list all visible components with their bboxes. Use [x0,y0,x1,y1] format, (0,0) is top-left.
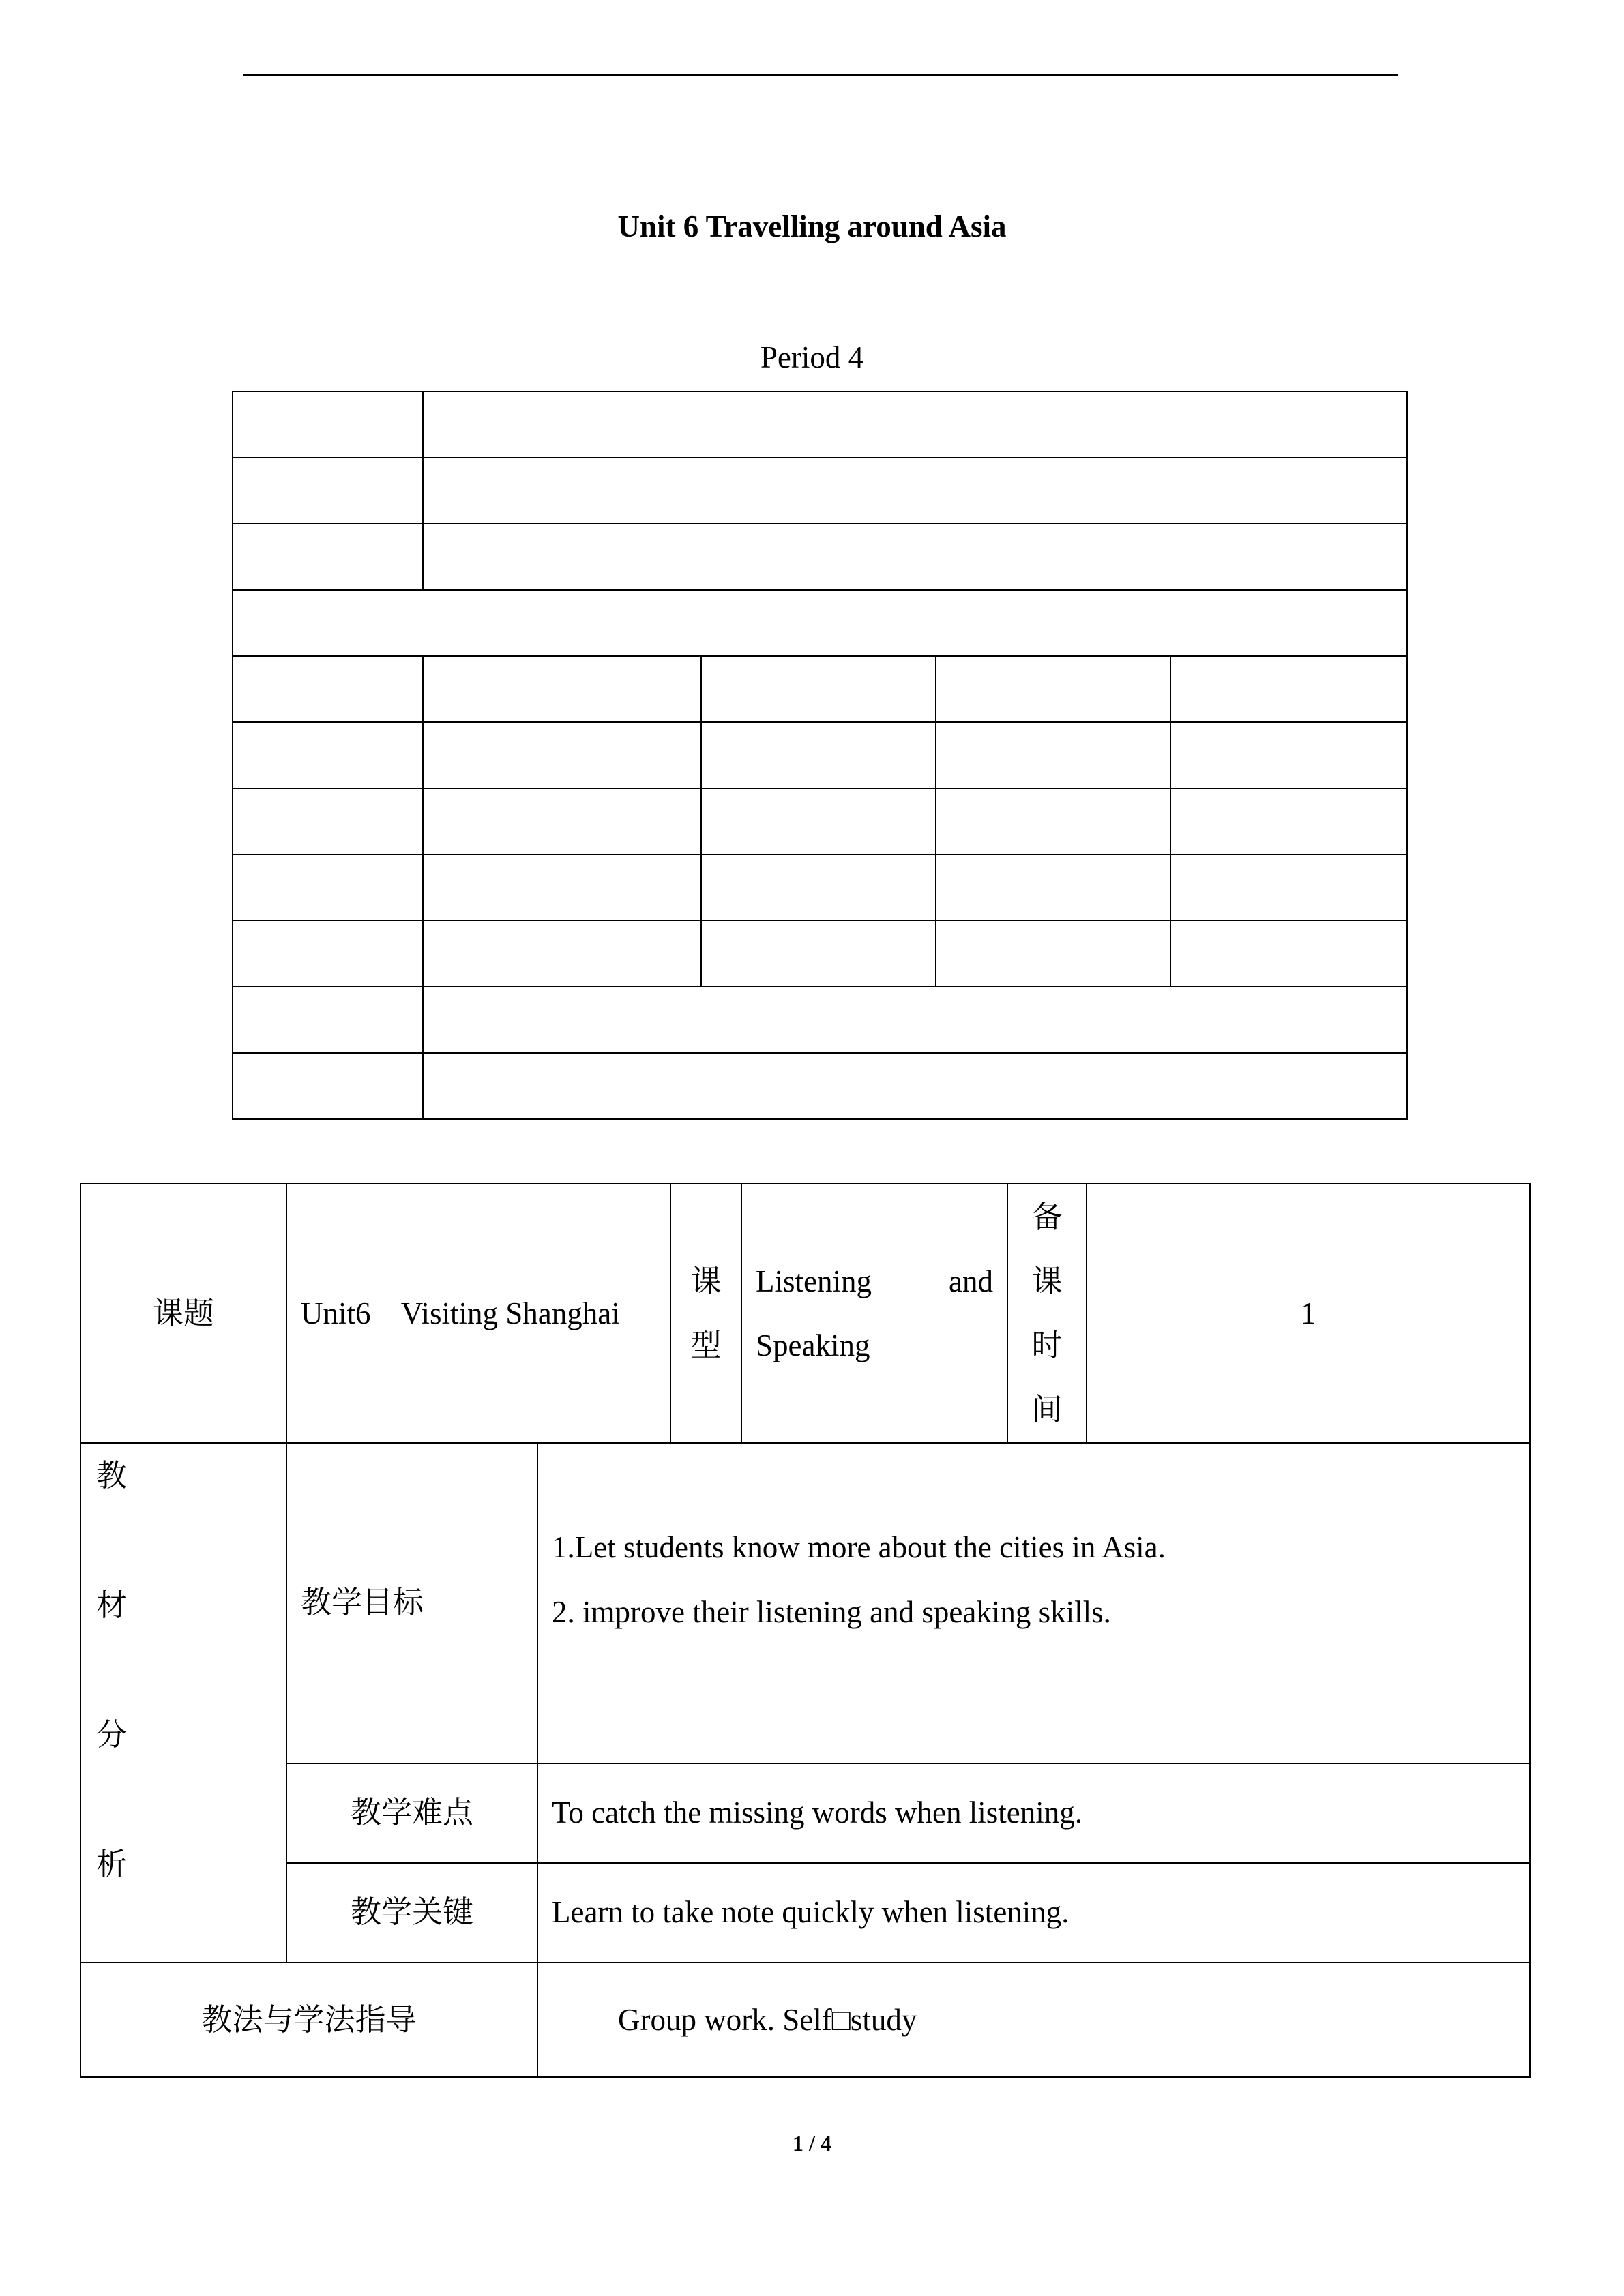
table-cell [936,722,1170,788]
table-cell [1170,722,1407,788]
table-cell [233,391,423,458]
table-cell [233,458,423,524]
table-cell [423,788,701,854]
table-cell [701,722,936,788]
table-cell [1170,921,1407,987]
objectives-row [80,1443,1530,1763]
table-cell [233,524,423,590]
table-cell [423,921,701,987]
table-cell [701,656,936,722]
table-cell [423,524,1407,590]
prep-time-label: 备 课 时 间 [1007,1184,1087,1443]
table-row [233,590,1407,656]
table-cell [423,722,701,788]
table-cell [233,788,423,854]
type-value: Listening and Speaking [741,1184,1007,1443]
table-cell [423,656,701,722]
difficulty-row [80,1763,1530,1863]
table-row [233,722,1407,788]
table-row [233,458,1407,524]
objectives-label: 教学目标 [286,1443,537,1763]
table-cell [423,854,701,921]
table-row [233,921,1407,987]
topic-value: Unit6 Visiting Shanghai [286,1184,670,1443]
page-number: 1 / 4 [793,2131,831,2156]
type-label: 课 型 [670,1184,741,1443]
table-row [233,656,1407,722]
topic-label: 课题 [80,1184,286,1443]
table-row [233,524,1407,590]
method-value: Group work. Self□study [537,1963,1530,2077]
table-row [233,391,1407,458]
table-cell [233,1053,423,1119]
table-cell [233,921,423,987]
table-row [233,854,1407,921]
method-label: 教法与学法指导 [80,1963,537,2077]
header-rule [243,74,1398,76]
difficulty-label: 教学难点 [286,1763,537,1863]
table-cell [701,921,936,987]
table-cell [936,921,1170,987]
lesson-plan-table [80,1183,1531,2078]
page-title: Unit 6 Travelling around Asia [617,209,1007,243]
table-cell [701,854,936,921]
table-cell [936,788,1170,854]
table-row [233,987,1407,1053]
table-cell [423,1053,1407,1119]
difficulty-value: To catch the missing words when listening. [537,1763,1530,1863]
method-row [80,1963,1530,2077]
table-cell [423,987,1407,1053]
key-value: Learn to take note quickly when listening. [537,1863,1530,1963]
key-row [80,1863,1530,1963]
objective-item: 1.Let students know more about the cities in Asia. [552,1530,1166,1564]
table-cell [423,458,1407,524]
table-cell [936,656,1170,722]
table-cell [233,590,1407,656]
table-row [233,788,1407,854]
table-cell [701,788,936,854]
lesson-header-row [80,1184,1530,1443]
blank-info-table [232,391,1408,1120]
table-cell [1170,854,1407,921]
period-label: Period 4 [760,340,864,374]
table-row [233,1053,1407,1119]
prep-time-value: 1 [1087,1184,1530,1443]
table-cell [1170,788,1407,854]
key-label: 教学关键 [286,1863,537,1963]
table-cell [936,854,1170,921]
objectives-value [537,1443,1530,1763]
table-cell [233,987,423,1053]
table-cell [423,391,1407,458]
objective-item: 2. improve their listening and speaking skills. [552,1595,1111,1629]
table-cell [1170,656,1407,722]
table-cell [233,854,423,921]
table-cell [233,722,423,788]
table-cell [233,656,423,722]
material-analysis-label: 教 材 分 析 [80,1443,286,1963]
